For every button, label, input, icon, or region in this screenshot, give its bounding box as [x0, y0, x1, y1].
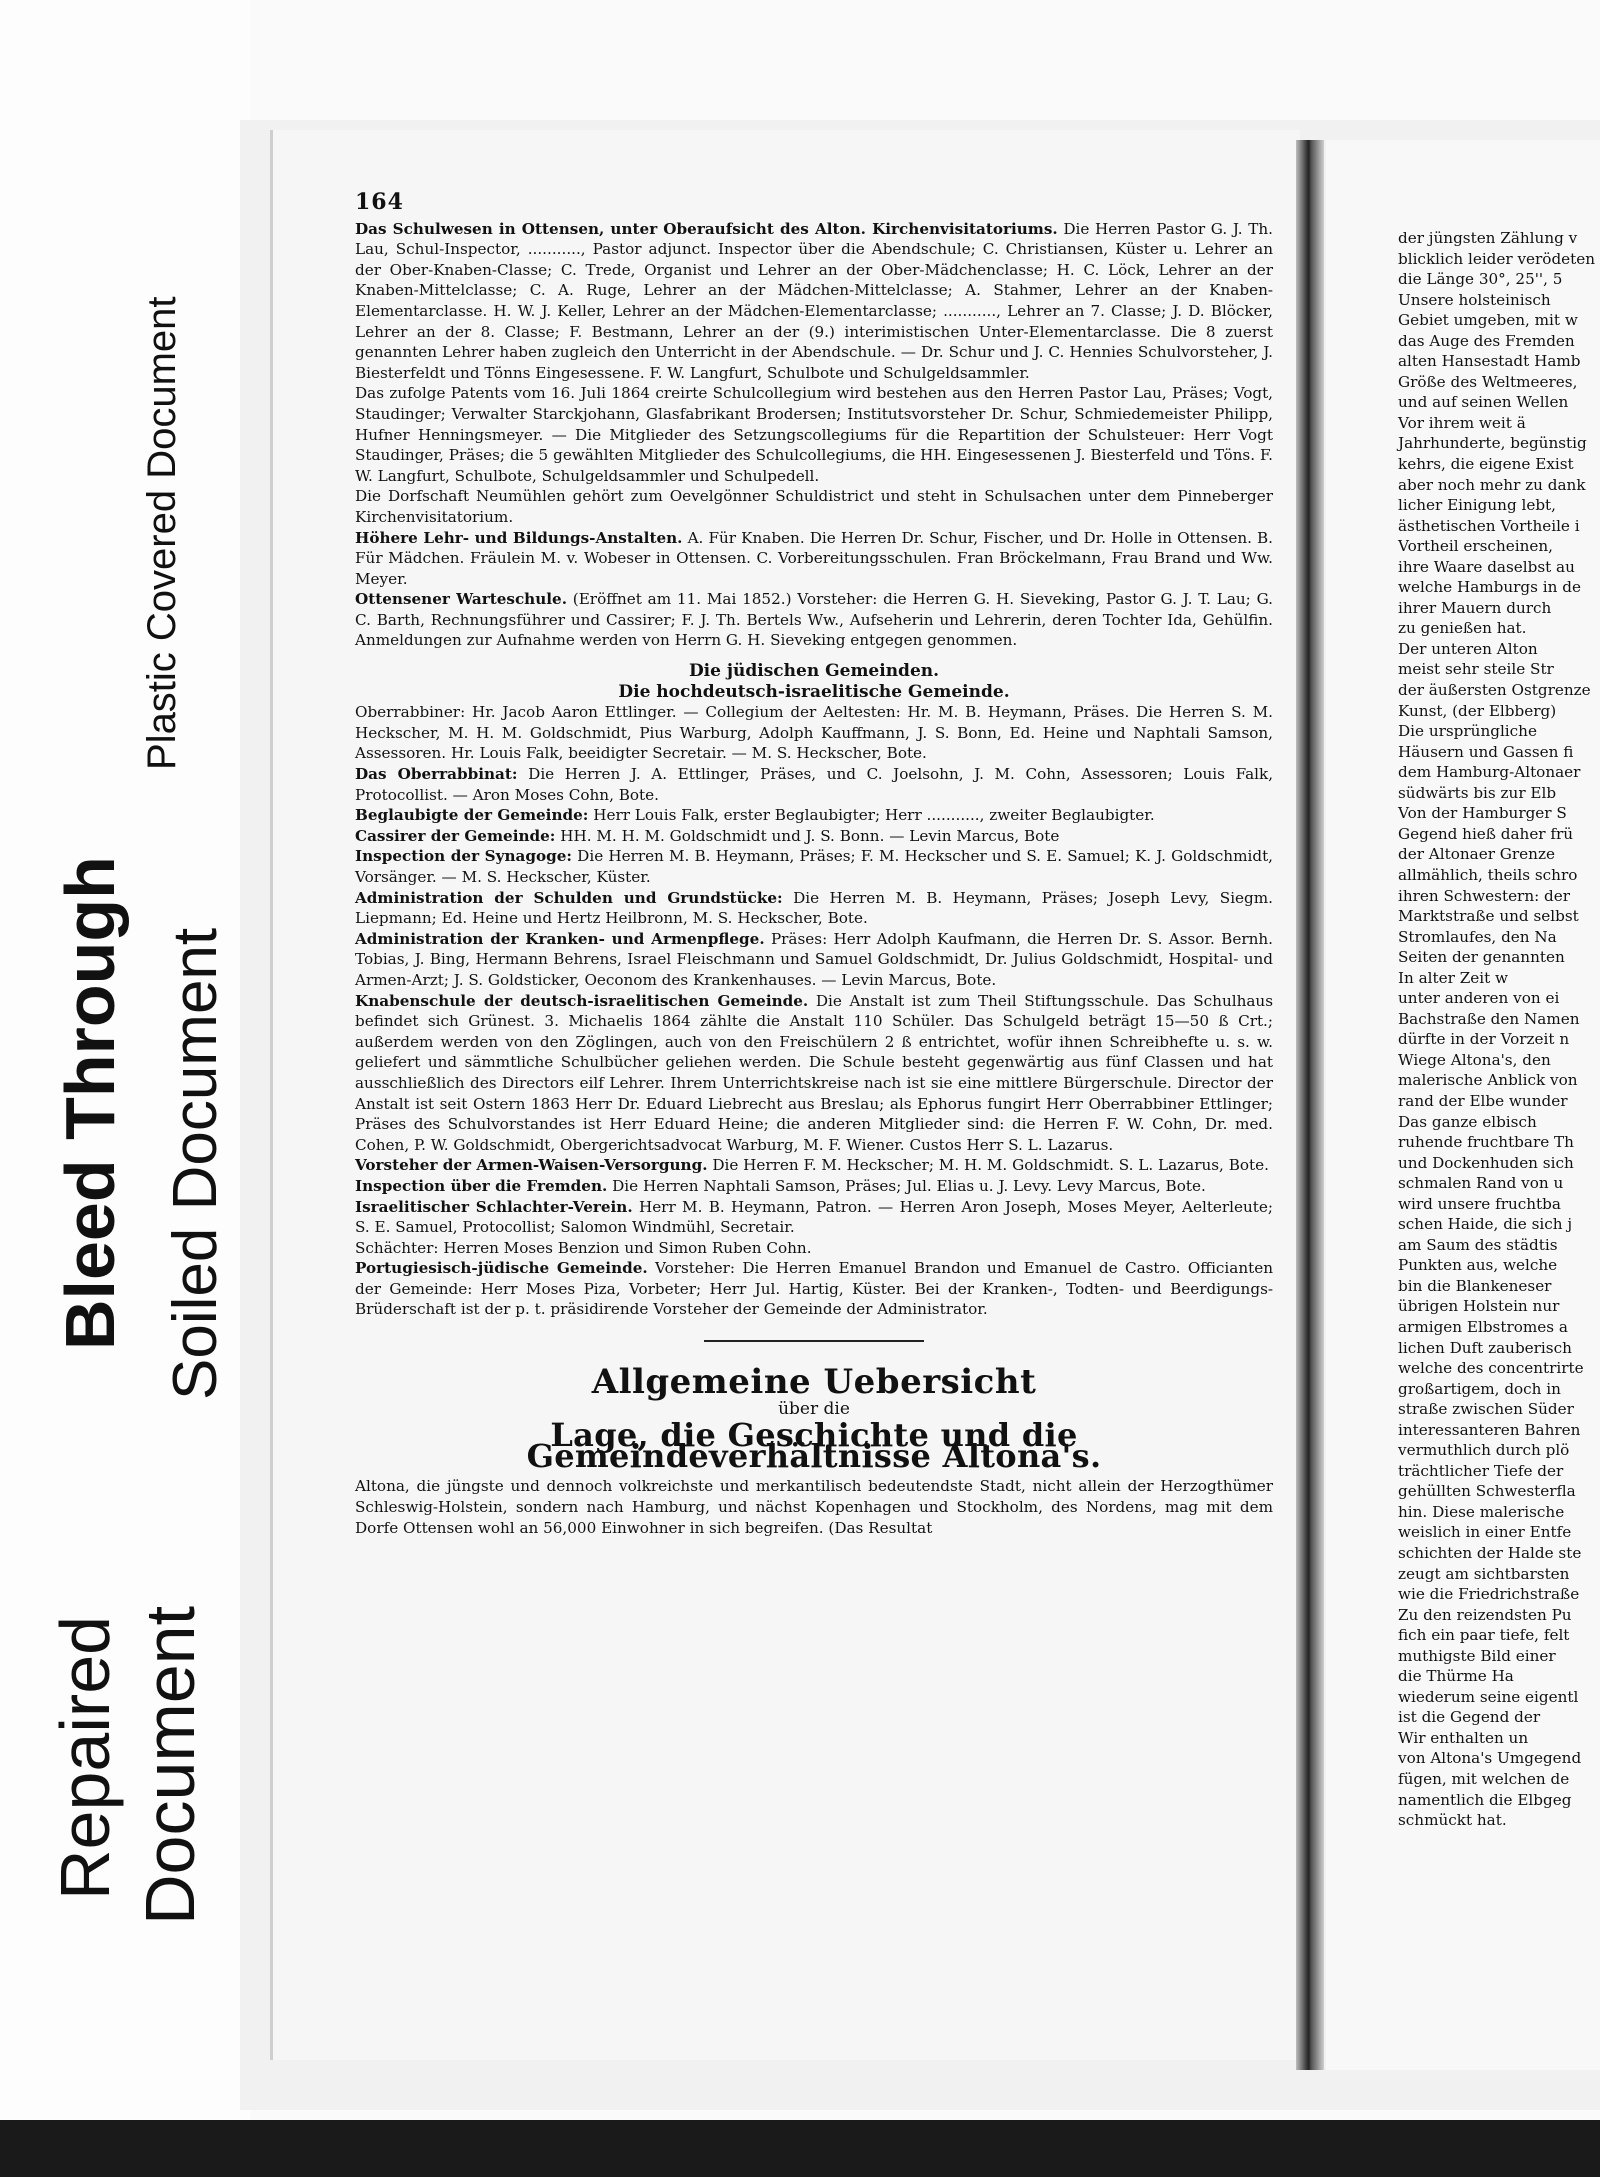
paragraph [355, 1238, 1273, 1259]
right-page-line: trächtlicher Tiefe der [1398, 1461, 1564, 1480]
paragraph-text: Präses: Herr Adolph Kaufmann, die Herren Dr. S. Assor. Bernh. Tobias, J. Bing, Hermann Behrens, Israel Fleischmann und Samuel Goldschmidt, Dr. Julius Goldschmidt, Hospital- und Armen-Arzt; J. S. Goldsticker, Oeconom des Krankenhauses. — Levin Marcus, Bote. [355, 929, 1273, 989]
paragraph-text: A. Für Knaben. Die Herren Dr. Schur, Fischer, und Dr. Holle in Ottensen. B. Für Mädchen. Fräulein M. v. Wobeser in Ottensen. C. Vorbereitungsschulen. Fran Bröckelmann, Frau Brand und Ww. Meyer. [355, 528, 1274, 588]
paragraph [355, 702, 1273, 764]
right-page-line: straße zwischen Süder [1398, 1400, 1574, 1419]
paragraph [355, 486, 1273, 527]
right-page-line: am Saum des städtis [1398, 1235, 1558, 1254]
right-page-line: Wiege Altona's, den [1398, 1050, 1551, 1069]
paragraph-lead: Höhere Lehr- und Bildungs-Anstalten. [355, 528, 683, 547]
right-page-line: Vor ihrem weit ä [1398, 413, 1526, 432]
right-page-line: und Dockenhuden sich [1398, 1153, 1574, 1172]
right-page-line: schmückt hat. [1398, 1811, 1507, 1830]
right-page-line: welche Hamburgs in de [1398, 578, 1581, 597]
jewish-entries [355, 702, 1273, 1320]
section-divider [704, 1340, 924, 1342]
paragraph-lead: Administration der Kranken- und Armenpflege. [355, 929, 765, 948]
right-page-line: licher Einigung lebt, [1398, 496, 1556, 515]
right-page-line: blicklich leider verödeten [1398, 249, 1596, 268]
right-page-line: Unsere holsteinisch [1398, 290, 1551, 309]
paragraph [355, 1155, 1273, 1176]
right-page-text [1398, 228, 1600, 1831]
right-page-line: interessanteren Bahren [1398, 1420, 1581, 1439]
right-page-line: Größe des Weltmeeres, [1398, 372, 1578, 391]
scan-bottom-edge [0, 2120, 1600, 2177]
right-page-line: wie die Friedrichstraße [1398, 1585, 1580, 1604]
jewish-subheading: Die hochdeutsch-israelitische Gemeinde. [618, 681, 1010, 702]
paragraph [355, 1176, 1273, 1197]
right-page-line: dürfte in der Vorzeit n [1398, 1030, 1570, 1049]
right-page-line: großartigem, doch in [1398, 1379, 1561, 1398]
paragraph-text: Oberrabbiner: Hr. Jacob Aaron Ettlinger. — Collegium der Aeltesten: Hr. M. B. Heymann, Präses. Die Herren S. M. Heckscher, M. H. M. Goldschmidt, Pius Warburg, Adolph Kauffmann, J. S. Bonn, Ed. Heine und Naphtali Samson, Assessoren. Hr. Louis Falk, beeidigter Secretair. — M. S. Heckscher, Bote. [355, 703, 1273, 763]
paragraph [355, 826, 1273, 847]
right-page-line: rand der Elbe wunder [1398, 1091, 1568, 1110]
right-page-line: lichen Duft zauberisch [1398, 1338, 1572, 1357]
right-page-line: Bachstraße den Namen [1398, 1009, 1580, 1028]
right-page-line: schmalen Rand von u [1398, 1174, 1564, 1193]
right-page-line: fügen, mit welchen de [1398, 1770, 1570, 1789]
school-sections [355, 219, 1273, 651]
overview-subtitle: Lage, die Geschichte und die Gemeindeverhältnisse Altona's. [526, 1416, 1102, 1475]
paragraph [355, 1197, 1273, 1238]
paragraph-text: Herr Louis Falk, erster Beglaubigter; Herr ..........., zweiter Beglaubigter. [593, 806, 1155, 825]
paragraph-text: Schächter: Herren Moses Benzion und Simon Ruben Cohn. [355, 1238, 812, 1257]
right-page-line: zu genießen hat. [1398, 619, 1527, 638]
paragraph-text: Die Dorfschaft Neumühlen gehört zum Oevelgönner Schuldistrict und steht in Schulsachen unter dem Pinneberger Kirchenvisitatorium. [355, 487, 1273, 526]
right-page-line: meist sehr steile Str [1398, 660, 1554, 679]
paragraph-text: Das zufolge Patents vom 16. Juli 1864 creirte Schulcollegium wird bestehen aus den Herren Pastor Lau, Präses; Vogt, Staudinger; Verwalter Starckjohann, Glasfabrikant Brodersen; Institutsvorsteher Dr. Schur, Schmiedemeister Philipp, Hufner Henningsmeyer. — Die Mitglieder des Setzungscollegiums für die Repartition der Schulsteuer: Herr Vogt Staudinger, Präses; die 5 gewählten Mitglieder des Schulcollegiums, die HH. Eingesessenen J. Biesterfeld und Töns. F. W. Langfurt, Schulbote, Schulgeldsammler und Schulpedell. [355, 384, 1273, 485]
paragraph [355, 219, 1273, 384]
right-page-line: die Länge 30°, 25'', 5 [1398, 270, 1563, 289]
right-page-line: übrigen Holstein nur [1398, 1297, 1560, 1316]
paragraph-lead: Inspection über die Fremden. [355, 1176, 608, 1195]
right-page-line: kehrs, die eigene Exist [1398, 455, 1574, 474]
paragraph-lead: Administration der Schulden und Grundstücke: [355, 888, 783, 907]
right-page-line: ruhende fruchtbare Th [1398, 1133, 1574, 1152]
right-page-line: Die ursprüngliche [1398, 722, 1537, 741]
right-page-line: Häusern und Gassen fi [1398, 742, 1574, 761]
right-page-line: muthigste Bild einer [1398, 1646, 1556, 1665]
right-page-line: Das ganze elbisch [1398, 1112, 1537, 1131]
paragraph [355, 991, 1273, 1156]
right-page-line: von Altona's Umgegend [1398, 1749, 1582, 1768]
paragraph-lead: Ottensener Warteschule. [355, 590, 567, 609]
paragraph-text: Die Herren M. B. Heymann, Präses; Joseph Levy, Siegm. Liepmann; Ed. Heine und Hertz Heilbronn, M. S. Heckscher, Bote. [355, 888, 1273, 928]
right-page-line: wird unsere fruchtba [1398, 1194, 1561, 1213]
right-page-line: Zu den reizendsten Pu [1398, 1605, 1572, 1624]
paragraph-text: HH. M. H. M. Goldschmidt und J. S. Bonn. — Levin Marcus, Bote [560, 826, 1060, 845]
paragraph [355, 589, 1273, 651]
paragraph-lead: Vorsteher der Armen-Waisen-Versorgung. [355, 1156, 708, 1175]
label-repaired: Repaired [46, 1615, 124, 1900]
paragraph [355, 528, 1273, 590]
overview-paragraph: Altona, die jüngste und dennoch volkreichste und merkantilisch bedeutendste Stadt, nicht allein der Herzogthümer Schleswig-Holstein, sondern nach Hamburg, und nächst Kopenhagen und Stockholm, des Nordens, mag mit dem Dorfe Ottensen wohl an 56,000 Einwohner in sich begreifen. (Das Resultat [355, 1477, 1273, 1537]
right-page-line: Seiten der genannten [1398, 948, 1565, 967]
paragraph-lead: Inspection der Synagoge: [355, 847, 572, 866]
right-page-line: Der unteren Alton [1398, 639, 1538, 658]
right-page-line: In alter Zeit w [1398, 968, 1509, 987]
right-page-line: Punkten aus, welche [1398, 1256, 1558, 1275]
right-page-line: der äußersten Ostgrenze [1398, 681, 1591, 700]
right-page-line: schichten der Halde ste [1398, 1544, 1582, 1562]
right-page-line: Von der Hamburger S [1398, 804, 1567, 823]
paragraph-text: Die Herren F. M. Heckscher; M. H. M. Goldschmidt. S. L. Lazarus, Bote. [712, 1156, 1269, 1175]
right-page-line: aber noch mehr zu dank [1398, 475, 1586, 494]
right-page-line: Jahrhunderte, begünstig [1398, 434, 1587, 453]
paragraph [355, 929, 1273, 991]
right-page-line: das Auge des Fremden [1398, 331, 1575, 350]
right-page-line: und auf seinen Wellen [1398, 393, 1569, 412]
right-page-line: fich ein paar tiefe, felt [1398, 1626, 1570, 1645]
paragraph-text: Die Anstalt ist zum Theil Stiftungsschule. Das Schulhaus befindet sich Grünest. 3. Michaelis 1864 zählte die Anstalt 110 Schüler. Das Schulgeld beträgt 15—50 ß Crt.; außerdem werden von den Zöglingen, auch von den Freischülern 2 ß entrichtet, wofür ihnen Schreibhefte u. s. w. geliefert und sämmtliche Schulbücher geliehen werden. Die Schule besteht gegenwärtig aus fünf Classen und hat ausschließlich des Directors eilf Lehrer. Ihrem Unterrichtskreise nach ist sie eine mittlere Bürgerschule. Director der Anstalt ist seit Ostern 1863 Herr Dr. Eduard Liebrecht aus Breslau; als Ephorus fungirt Herr Oberrabbiner Ettlinger; Präses des Schulvorstandes ist Herr Eduard Heine; die anderen Mitglieder sind: die Herren F. W. Cohn, Dr. med. Cohen, P. W. Goldschmidt, Obergerichtsadvocat Warburg, M. F. Wiener. Custos Herr S. L. Lazarus. [355, 991, 1273, 1154]
paragraph [355, 1258, 1273, 1320]
paragraph-lead: Das Oberrabbinat: [355, 765, 518, 784]
label-plastic-covered-document: Plastic Covered Document [140, 296, 184, 770]
right-page-line: zeugt am sichtbarsten [1398, 1564, 1570, 1583]
right-page-line: der jüngsten Zählung v [1398, 229, 1578, 247]
paragraph-lead: Israelitischer Schlachter-Verein. [355, 1197, 633, 1216]
right-page-line: vermuthlich durch plö [1398, 1441, 1570, 1460]
right-page-line: Gebiet umgeben, mit w [1398, 311, 1578, 330]
right-page-line: malerische Anblick von [1398, 1071, 1578, 1090]
right-page-line: welche des concentrirte [1398, 1359, 1584, 1378]
paragraph [355, 764, 1273, 805]
right-page-line: Kunst, (der Elbberg) [1398, 701, 1557, 720]
overview-connector: über die [778, 1398, 850, 1419]
right-page-line: ist die Gegend der [1398, 1708, 1541, 1727]
right-page-line: Marktstraße und selbst [1398, 907, 1579, 926]
paragraph-lead: Cassirer der Gemeinde: [355, 826, 556, 845]
right-page-line: Wir enthalten un [1398, 1728, 1529, 1747]
paragraph [355, 383, 1273, 486]
right-page-line: die Thürme Ha [1398, 1667, 1514, 1686]
right-page-line: bin die Blankeneser [1398, 1276, 1552, 1295]
right-page-line: ihrer Mauern durch [1398, 598, 1552, 617]
right-page-line: wiederum seine eigentl [1398, 1687, 1579, 1706]
paragraph-text: Die Herren J. A. Ettlinger, Präses, und C. Joelsohn, J. M. Cohn, Assessoren; Louis Falk, Protocollist. — Aron Moses Cohn, Bote. [355, 765, 1274, 804]
jewish-heading: Die jüdischen Gemeinden. [688, 661, 940, 682]
paragraph-lead: Portugiesisch-jüdische Gemeinde. [355, 1259, 648, 1278]
paragraph-text: Die Herren M. B. Heymann, Präses; F. M. Heckscher und S. E. Samuel; K. J. Goldschmidt, Vorsänger. — M. S. Heckscher, Küster. [355, 847, 1274, 886]
paragraph [355, 888, 1273, 929]
label-bleed-through: Bleed Through [51, 856, 129, 1350]
right-page-line: alten Hansestadt Hamb [1398, 352, 1581, 371]
right-page-line: schen Haide, die sich j [1398, 1215, 1573, 1234]
paragraph-lead: Knabenschule der deutsch-israelitischen Gemeinde. [355, 991, 809, 1010]
right-page-line: südwärts bis zur Elb [1398, 783, 1557, 802]
label-soiled-document: Soiled Document [161, 927, 230, 1400]
right-page-line: armigen Elbstromes a [1398, 1317, 1568, 1336]
right-page-line: ästhetischen Vortheile i [1398, 516, 1580, 535]
right-page-line: hin. Diese malerische [1398, 1502, 1565, 1521]
right-page-line: gehüllten Schwesterfla [1398, 1482, 1576, 1501]
paragraph-text: Die Herren Pastor G. J. Th. Lau, Schul-Inspector, ..........., Pastor adjunct. Inspector über die Abendschule; C. Christiansen, Küster u. Lehrer an der Ober-Knaben-Classe; C. Trede, Organist und Lehrer an der Ober-Mädchenclasse; H. C. Löck, Lehrer an der Knaben-Mittelclasse; C. A. Ruge, Lehrer an der Mädchen-Mittelclasse; A. Stahmer, Lehrer an der Knaben-Elementarclasse. H. W. J. Keller, Lehrer an der Mädchen-Elementarclasse; ..........., Lehrer an 7. Classe; J. D. Blöcker, Lehrer an der 8. Classe; F. Bestmann, Lehrer an der (9.) interimistischen Unter-Elementarclasse. Die 8 zuerst genannten Lehrer haben zugleich den Unterricht in der Abendschule. — Dr. Schur und J. C. Hennies Schulvorsteher, J. Biesterfeldt und Tönns Eingesessene. F. W. Langfurt, Schulbote und Schulgeldsammler. [355, 219, 1274, 382]
right-page-line: allmählich, theils schro [1398, 865, 1578, 884]
label-document: Document [131, 1605, 209, 1925]
right-page-line: Vortheil erscheinen, [1398, 537, 1553, 556]
paragraph-text: Herr M. B. Heymann, Patron. — Herren Aron Joseph, Moses Meyer, Aelterleute; S. E. Samuel, Protocollist; Salomon Windmühl, Secretair. [355, 1197, 1274, 1237]
book-gutter [1296, 140, 1324, 2070]
paragraph-text: (Eröffnet am 11. Mai 1852.) Vorsteher: die Herren G. H. Sieveking, Pastor G. J. T. Lau; G. C. Barth, Rechnungsführer und Cassirer; F. J. Th. Bertels Ww., Aufseherin und Lehrerin, deren Tochter Ida, Gehülfin. Anmeldungen zur Aufnahme werden von Herrn G. H. Sieveking entgegen genommen. [355, 590, 1274, 650]
right-page-line: unter anderen von ei [1398, 989, 1560, 1008]
paragraph-lead: Das Schulwesen in Ottensen, unter Oberaufsicht des Alton. Kirchenvisitatoriums. [355, 219, 1058, 238]
paragraph-text: Die Herren Naphtali Samson, Präses; Jul. Elias u. J. Levy. Levy Marcus, Bote. [612, 1176, 1206, 1195]
page-number: 164 [355, 189, 404, 215]
right-page-line: Stromlaufes, den Na [1398, 927, 1557, 946]
right-page-line: Gegend hieß daher frü [1398, 824, 1574, 843]
right-page-line: dem Hamburg-Altonaer [1398, 763, 1581, 782]
right-page-line: ihre Waare daselbst au [1398, 557, 1575, 576]
paragraph-text: Vorsteher: Die Herren Emanuel Brandon und Emanuel de Castro. Officianten der Gemeinde: Herr Moses Piza, Vorbeter; Herr Jul. Hartig, Küster. Bei der Kranken-, Todten- und Beerdigungs-Brüderschaft ist der p. t. präsidirende Vorsteher der Gemeinde der Administrator. [355, 1259, 1273, 1319]
paragraph [355, 805, 1273, 826]
right-page-line: namentlich die Elbgeg [1398, 1790, 1572, 1809]
right-page-line: ihren Schwestern: der [1398, 886, 1571, 905]
page-content [355, 189, 1274, 1538]
right-page-line: der Altonaer Grenze [1398, 845, 1555, 864]
right-page-line: weislich in einer Entfe [1398, 1523, 1572, 1542]
paragraph [355, 846, 1273, 887]
overview-title: Allgemeine Uebersicht [591, 1362, 1037, 1403]
paragraph-lead: Beglaubigte der Gemeinde: [355, 806, 589, 825]
